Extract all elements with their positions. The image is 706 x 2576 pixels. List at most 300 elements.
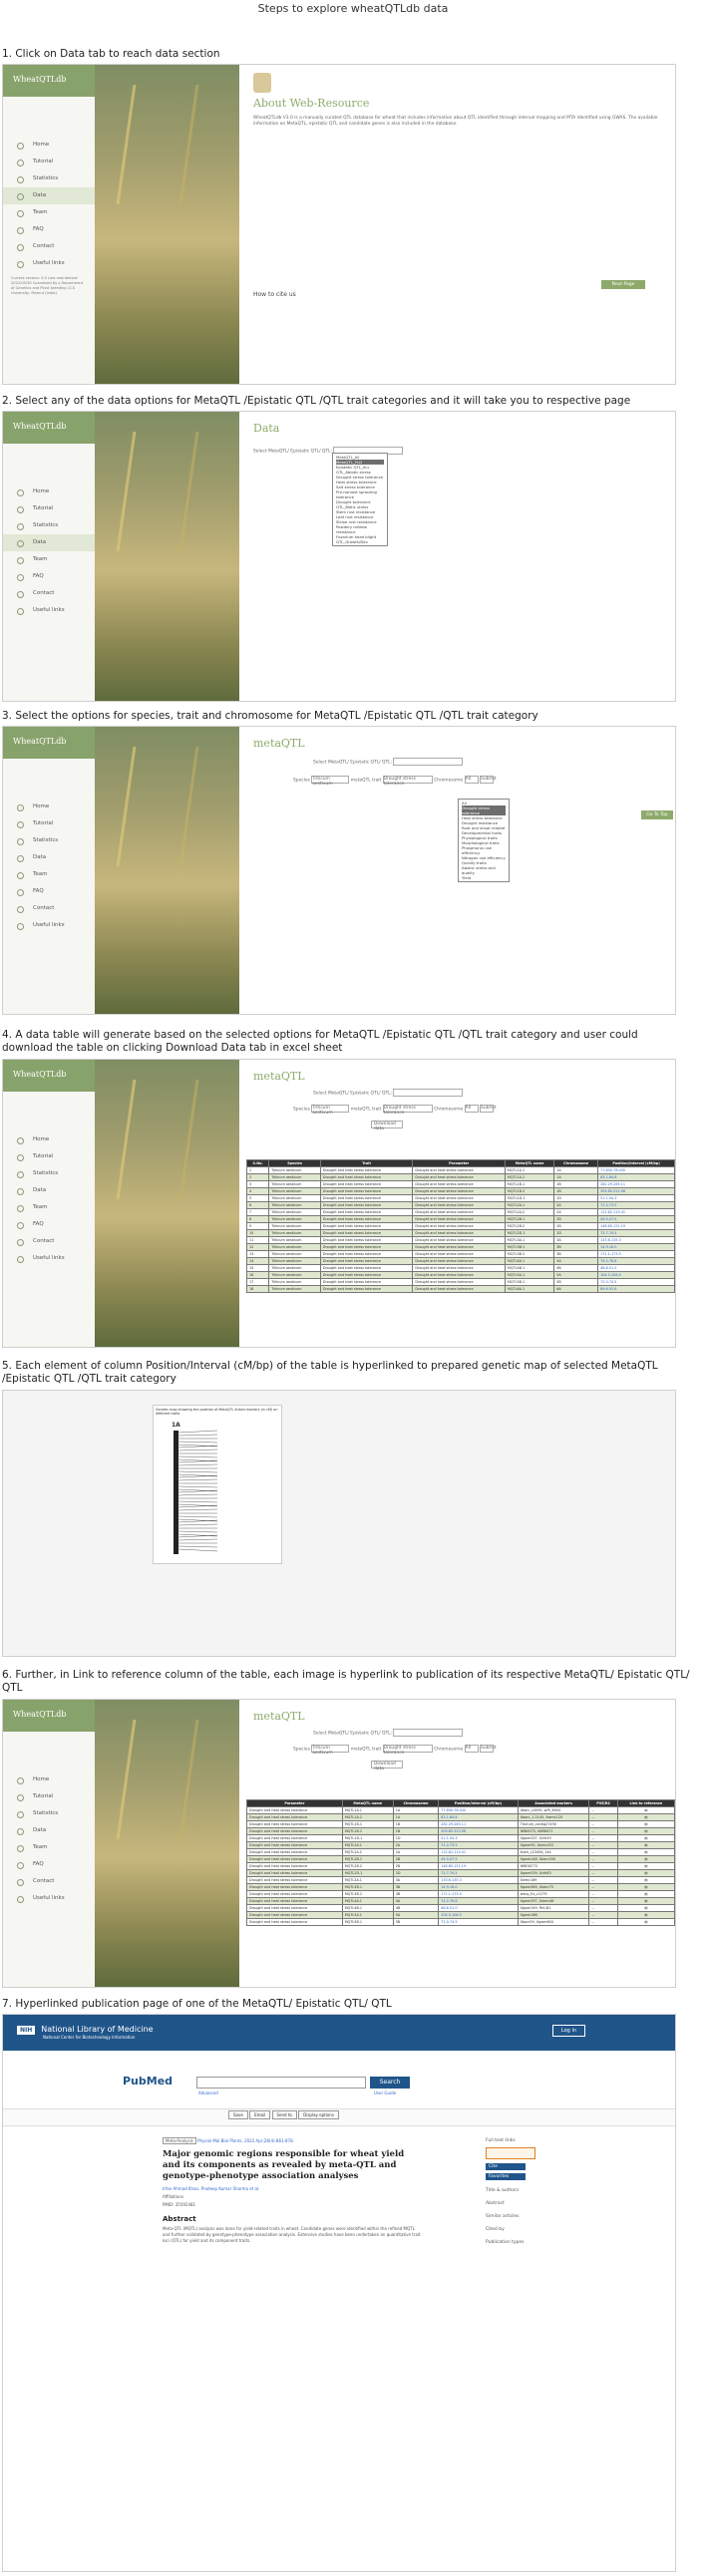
table-cell: Drought and heat stress tolerance: [320, 1181, 413, 1188]
position-link[interactable]: 171.1-173.5: [439, 1891, 519, 1898]
table-cell: 2: [247, 1174, 269, 1181]
nav-useful-links[interactable]: Useful links: [3, 1890, 95, 1907]
table-cell: 1A: [393, 1814, 438, 1821]
table-cell: Drought and heat stress tolerance: [413, 1202, 506, 1209]
nav-team[interactable]: Team: [3, 204, 95, 221]
reference-link-icon[interactable]: ▤: [617, 1877, 674, 1884]
table-cell: Triticum aestivum: [269, 1265, 321, 1272]
wheat-photo: [95, 412, 239, 701]
marker-line: [178, 1431, 217, 1433]
table-row: [247, 1905, 675, 1912]
table-row: [247, 1216, 675, 1223]
nav-similar-articles[interactable]: Similar articles: [486, 2214, 520, 2219]
dropdown-option[interactable]: Quality traits: [462, 860, 487, 865]
table-cell: MQTL4A.1: [505, 1258, 553, 1265]
table-cell: Drought and heat stress tolerance: [413, 1230, 506, 1237]
site-logo[interactable]: WheatQTLdb: [3, 727, 95, 759]
trait-select[interactable]: Drought stress tolerance: [383, 1105, 433, 1113]
advanced-link[interactable]: Advanced: [198, 2091, 218, 2095]
site-logo[interactable]: WheatQTLdb: [3, 1060, 95, 1092]
table-cell: 10: [247, 1230, 269, 1237]
table-cell: Drought and heat stress tolerance: [413, 1195, 506, 1202]
position-link[interactable]: 112.82-115.41: [439, 1849, 519, 1856]
table-header: MetaQTL name: [342, 1800, 393, 1807]
step-6-text: 6. Further, in Link to reference column of the table, each image is hyperlink to publication of its respective MetaQTL/ Epistatic QTL/ QTL: [2, 1669, 690, 1694]
dropdown-option[interactable]: QTL_Abiotic stress: [336, 470, 371, 475]
nav-contact[interactable]: Contact: [3, 238, 95, 255]
nav-tutorial[interactable]: Tutorial: [3, 815, 95, 832]
table-cell: MQTL3B.1: [342, 1884, 393, 1891]
nih-header: [3, 2015, 675, 2051]
table-cell: Triticum aestivum: [269, 1167, 321, 1174]
species-select[interactable]: Triticum aestivum: [311, 1105, 349, 1113]
submit-button[interactable]: Submit: [481, 1746, 497, 1751]
position-link[interactable]: 72.7-74.5: [439, 1870, 519, 1877]
table-header: Position/Interval (cM/bp): [439, 1800, 519, 1807]
dropdown-option[interactable]: Fusarium head blight: [336, 534, 377, 539]
position-link[interactable]: 133.6-135.3: [598, 1237, 675, 1244]
nav-publication-types[interactable]: Publication types: [486, 2240, 525, 2245]
screenshot-4: [2, 1059, 676, 1348]
article-type-badge: Meta-Analysis: [163, 2137, 196, 2144]
nav-data[interactable]: Data: [3, 1182, 95, 1199]
marker-line: [178, 1490, 217, 1492]
dropdown-option[interactable]: MetaQTL_YLD: [336, 460, 384, 465]
screenshot-1: [2, 64, 676, 385]
reference-link-icon[interactable]: ▤: [617, 1849, 674, 1856]
dropdown-option[interactable]: QTL_Growth/Dev: [336, 539, 368, 544]
reference-link-icon[interactable]: ▤: [617, 1807, 674, 1814]
cite-button[interactable]: Cite: [486, 2163, 526, 2170]
chromosome-select[interactable]: All: [465, 1105, 479, 1113]
dropdown-option[interactable]: Developmental traits: [462, 830, 503, 835]
table-row: [247, 1202, 675, 1209]
reference-link-icon[interactable]: ▤: [617, 1835, 674, 1842]
table-cell: Drought and heat stress tolerance: [413, 1181, 506, 1188]
next-page-button[interactable]: Next Page: [601, 280, 645, 289]
nav-statistics[interactable]: Statistics: [3, 1805, 95, 1822]
table-cell: 2A: [393, 1849, 438, 1856]
wheat-photo: [95, 727, 239, 1014]
table-cell: Drought and heat stress tolerance: [413, 1265, 506, 1272]
table-cell: Drought and heat stress tolerance: [413, 1279, 506, 1286]
category-select[interactable]: [393, 758, 463, 766]
table-cell: MQTL5B.1: [505, 1279, 553, 1286]
table-cell: MQTL2B.1: [505, 1216, 553, 1223]
display-options-button[interactable]: Display options: [298, 2110, 339, 2119]
marker-line: [178, 1509, 217, 1510]
table-cell: Triticum aestivum: [269, 1279, 321, 1286]
nav-abstract[interactable]: Abstract: [486, 2201, 505, 2206]
map-chromosome-label: 1A: [172, 1422, 180, 1429]
nav-tutorial[interactable]: Tutorial: [3, 1788, 95, 1805]
reference-link-icon[interactable]: ▤: [617, 1842, 674, 1849]
reference-link-icon[interactable]: ▤: [617, 1898, 674, 1905]
table-row: [247, 1842, 675, 1849]
email-button[interactable]: Email: [249, 2110, 270, 2119]
table-cell: Triticum aestivum: [269, 1216, 321, 1223]
table-row: [247, 1237, 675, 1244]
select-label: Select MetaQTL/ Epistatic QTL/ QTL:: [253, 449, 333, 455]
dropdown-option[interactable]: Root and shoot related: [462, 825, 506, 830]
marker-line: [178, 1475, 217, 1477]
position-link[interactable]: 282.29-285.11: [598, 1181, 675, 1188]
position-link[interactable]: 14.9-16.0: [439, 1884, 519, 1891]
table-cell: Xgwm186: [518, 1912, 589, 1919]
table-cell: 4A: [554, 1258, 598, 1265]
nav-home[interactable]: Home: [3, 1771, 95, 1788]
nav-useful-links[interactable]: Useful links: [3, 1250, 95, 1267]
affiliations-toggle[interactable]: Affiliations: [163, 2194, 184, 2199]
dropdown-option[interactable]: Powdery mildew resistance: [336, 524, 368, 534]
table-cell: MQTL2D.1: [505, 1230, 553, 1237]
table-cell: 3A: [393, 1877, 438, 1884]
reference-link-icon[interactable]: ▤: [617, 1870, 674, 1877]
table-row: [247, 1195, 675, 1202]
table-cell: Triticum aestivum: [269, 1195, 321, 1202]
table-cell: Xgwm539, Xcfd43: [518, 1870, 589, 1877]
table-row: [247, 1814, 675, 1821]
position-link[interactable]: 14.9-16.0: [598, 1244, 675, 1251]
table-header: Chromosome: [554, 1160, 598, 1167]
dropdown-option[interactable]: Leaf rust resistance: [336, 514, 374, 519]
table-cell: MQTL4B.1: [342, 1905, 393, 1912]
chromosome-select[interactable]: All: [465, 776, 479, 784]
data-table-4: [246, 1159, 675, 1293]
position-link[interactable]: 44.9-47.5: [598, 1216, 675, 1223]
save-button[interactable]: Save: [228, 2110, 248, 2119]
table-cell: Xgwm389, Xbarc75: [518, 1884, 589, 1891]
nav-faq[interactable]: FAQ: [3, 1856, 95, 1873]
nav-data[interactable]: Data: [3, 849, 95, 866]
dropdown-option[interactable]: Yield: [462, 875, 472, 880]
table-cell: 3: [247, 1181, 269, 1188]
position-link[interactable]: 133.6-135.3: [439, 1877, 519, 1884]
table-row: [247, 1912, 675, 1919]
position-link[interactable]: 171.1-173.5: [598, 1251, 675, 1258]
nav-useful-links[interactable]: Useful links: [3, 255, 95, 272]
table-cell: Kukri_c23456_144: [518, 1849, 589, 1856]
table-header: PVE/R2: [589, 1800, 617, 1807]
position-link[interactable]: 148.65-151.19: [598, 1223, 675, 1230]
table-cell: Xgwm337, Xcfd19: [518, 1835, 589, 1842]
table-cell: --: [589, 1891, 617, 1898]
springer-link-icon[interactable]: [486, 2147, 535, 2159]
table-cell: MQTL1B.1: [342, 1821, 393, 1828]
table-cell: Xgwm397, Xwmc48: [518, 1898, 589, 1905]
dropdown-option[interactable]: Pre-harvest sprouting tolerance: [336, 489, 377, 499]
select-label: Select MetaQTL/ Epistatic QTL/ QTL:: [313, 760, 393, 766]
reference-link-icon[interactable]: ▤: [617, 1814, 674, 1821]
table-cell: Xbarc_s3090, wPt_6904: [518, 1807, 589, 1814]
nav-contact[interactable]: Contact: [3, 585, 95, 602]
table-cell: Drought and heat stress tolerance: [247, 1821, 343, 1828]
trait-dropdown[interactable]: [458, 799, 510, 882]
table-cell: 8: [247, 1216, 269, 1223]
chromosome-label: Chromosome: [434, 1107, 464, 1113]
nav-statistics[interactable]: Statistics: [3, 1165, 95, 1182]
position-link[interactable]: 112.82-115.41: [598, 1209, 675, 1216]
position-link[interactable]: 48.6-51.0: [439, 1905, 519, 1912]
table-row: [247, 1251, 675, 1258]
category-dropdown[interactable]: [332, 453, 388, 546]
table-cell: 2B: [554, 1216, 598, 1223]
dropdown-option[interactable]: Heat stress tolerance: [336, 480, 377, 484]
how-to-cite: How to cite us: [253, 291, 296, 298]
table-cell: MQTL1B.2: [342, 1828, 393, 1835]
nav-tutorial[interactable]: Tutorial: [3, 1148, 95, 1165]
go-top-button[interactable]: Go To Top: [641, 810, 673, 819]
position-link[interactable]: 309.85-312.96: [439, 1828, 519, 1835]
nav-contact[interactable]: Contact: [3, 1233, 95, 1250]
table-cell: Drought and heat stress tolerance: [247, 1814, 343, 1821]
table-cell: Xgwm95, Xwmc522: [518, 1842, 589, 1849]
login-button[interactable]: Log in: [552, 2025, 585, 2037]
reference-link-icon[interactable]: ▤: [617, 1891, 674, 1898]
table-cell: 5A: [393, 1912, 438, 1919]
table-cell: Drought and heat stress tolerance: [413, 1251, 506, 1258]
position-link[interactable]: 83.1-84.8: [439, 1814, 519, 1821]
table-cell: IWB4570, IWB8471: [518, 1828, 589, 1835]
reference-link-icon[interactable]: ▤: [617, 1919, 674, 1926]
reference-link-icon[interactable]: ▤: [617, 1828, 674, 1835]
table-cell: MQTL4A.1: [342, 1898, 393, 1905]
nav-useful-links[interactable]: Useful links: [3, 917, 95, 934]
nav-contact[interactable]: Contact: [3, 900, 95, 917]
marker-line: [178, 1534, 217, 1536]
nav-faq[interactable]: FAQ: [3, 568, 95, 585]
wheat-photo: [95, 1060, 239, 1347]
table-cell: 14: [247, 1258, 269, 1265]
nav-team[interactable]: Team: [3, 866, 95, 883]
table-row: [247, 1181, 675, 1188]
authors[interactable]: Irfan Ahmad Khan, Pradeep Kumar Sharma et al.: [163, 2186, 260, 2191]
dropdown-option[interactable]: Salt stress tolerance: [336, 484, 375, 489]
table-cell: IWB36772: [518, 1863, 589, 1870]
submit-button[interactable]: Submit: [481, 1106, 497, 1111]
table-cell: Drought and heat stress tolerance: [413, 1244, 506, 1251]
category-select[interactable]: [393, 1089, 463, 1097]
dropdown-option[interactable]: Stripe rust resistance: [336, 519, 377, 524]
chromosome-label: Chromosome: [434, 778, 464, 784]
table-cell: MQTL2B.2: [505, 1223, 553, 1230]
pmid: PMID: 35592481: [163, 2202, 196, 2207]
position-link[interactable]: 77.830-78.430: [439, 1807, 519, 1814]
position-link[interactable]: 74.2-76.8: [439, 1898, 519, 1905]
nav-team[interactable]: Team: [3, 551, 95, 568]
reference-link-icon[interactable]: ▤: [617, 1884, 674, 1891]
download-data-button[interactable]: Download data: [371, 1761, 403, 1769]
position-link[interactable]: 71.2-73.5: [439, 1842, 519, 1849]
table-cell: 1: [247, 1167, 269, 1174]
map-chart: [158, 1429, 277, 1558]
dropdown-option[interactable]: All: [462, 801, 467, 805]
nav-faq[interactable]: FAQ: [3, 1216, 95, 1233]
position-link[interactable]: 77.830-78.430: [598, 1167, 675, 1174]
table-cell: MQTL2A.1: [505, 1202, 553, 1209]
download-data-button[interactable]: Download data: [371, 1121, 403, 1128]
dropdown-option[interactable]: Physiological traits: [462, 835, 498, 840]
nav-cited-by[interactable]: Cited by: [486, 2227, 505, 2232]
dropdown-option[interactable]: Heat stress tolerance: [462, 815, 503, 820]
position-link[interactable]: 104.3-106.5: [598, 1272, 675, 1279]
table-cell: --: [589, 1856, 617, 1863]
table-cell: --: [589, 1870, 617, 1877]
nav-team[interactable]: Team: [3, 1199, 95, 1216]
position-link[interactable]: 83.1-84.8: [598, 1174, 675, 1181]
position-link[interactable]: 309.85-312.96: [598, 1188, 675, 1195]
trait-label: metaQTL trait: [350, 1107, 382, 1113]
table-cell: Drought and heat stress tolerance: [320, 1223, 413, 1230]
marker-line: [178, 1539, 217, 1540]
table-row: [247, 1279, 675, 1286]
nav-home[interactable]: Home: [3, 483, 95, 500]
table-row: [247, 1209, 675, 1216]
reference-link-icon[interactable]: ▤: [617, 1912, 674, 1919]
reference-link-icon[interactable]: ▤: [617, 1856, 674, 1863]
table-cell: --: [589, 1814, 617, 1821]
table-cell: 2B: [393, 1863, 438, 1870]
table-row: [247, 1884, 675, 1891]
about-text: WheatQTLdb V3.0 is a manually curated QTL database for wheat that includes information about QTL identified through interval mapping and MTA identified using GWAS. The available information on MetaQTL, epistatic QTL and candidate genes is also included in the database.: [253, 116, 658, 127]
table-cell: Drought and heat stress tolerance: [247, 1863, 343, 1870]
nav-faq[interactable]: FAQ: [3, 221, 95, 238]
position-link[interactable]: 71.2-73.5: [598, 1202, 675, 1209]
pubmed-logo[interactable]: PubMed: [123, 2075, 174, 2088]
table-cell: --: [589, 1877, 617, 1884]
table-row: [247, 1821, 675, 1828]
submit-button[interactable]: Submit: [481, 777, 497, 782]
position-link[interactable]: 72.7-74.5: [598, 1230, 675, 1237]
table-cell: 17: [247, 1279, 269, 1286]
nav-data[interactable]: Data: [3, 534, 95, 551]
table-cell: MQTL6A.1: [505, 1286, 553, 1293]
nav-home[interactable]: Home: [3, 799, 95, 815]
dropdown-option[interactable]: Morphological traits: [462, 840, 500, 845]
dropdown-option[interactable]: Drought resistance: [462, 820, 499, 825]
table-cell: --: [589, 1884, 617, 1891]
table-cell: Drought and heat stress tolerance: [413, 1272, 506, 1279]
nav-data[interactable]: Data: [3, 187, 95, 204]
position-link[interactable]: 48.6-51.0: [598, 1265, 675, 1272]
trait-select[interactable]: Drought stress tolerance: [383, 1745, 433, 1753]
dropdown-option[interactable]: Drought stress tolerance: [462, 805, 506, 815]
position-link[interactable]: 51.1-54.3: [439, 1835, 519, 1842]
dropdown-option[interactable]: QTL_Biotic stress: [336, 504, 369, 509]
table-cell: Drought and heat stress tolerance: [320, 1209, 413, 1216]
reference-link-icon[interactable]: ▤: [617, 1863, 674, 1870]
nav-useful-links[interactable]: Useful links: [3, 602, 95, 619]
site-logo[interactable]: WheatQTLdb: [3, 65, 95, 97]
table-row: [247, 1272, 675, 1279]
nav-home[interactable]: Home: [3, 1131, 95, 1148]
table-cell: 2A: [554, 1209, 598, 1216]
favorites-button[interactable]: Favorites: [486, 2173, 526, 2180]
table-row: [247, 1258, 675, 1265]
table-cell: 3B: [393, 1891, 438, 1898]
table-cell: MQTL1A.1: [342, 1807, 393, 1814]
step-5-text: 5. Each element of column Position/Interval (cM/bp) of the table is hyperlinked to prepared genetic map of selected MetaQTL /Epistatic QTL /QTL trait category: [2, 1360, 658, 1385]
table-cell: Triticum aestivum: [269, 1272, 321, 1279]
position-link[interactable]: 72.0-74.5: [598, 1279, 675, 1286]
marker-line: [178, 1504, 217, 1506]
position-link[interactable]: 104.3-106.5: [439, 1912, 519, 1919]
nav-title-authors[interactable]: Title & authors: [486, 2188, 520, 2193]
table-cell: Drought and heat stress tolerance: [320, 1265, 413, 1272]
dropdown-option[interactable]: Drought stress tolerance: [336, 475, 384, 480]
position-link[interactable]: 89.6-91.8: [598, 1286, 675, 1293]
position-link[interactable]: 51.1-54.3: [598, 1195, 675, 1202]
dropdown-option[interactable]: Epistatic QTL_ALL: [336, 465, 370, 470]
marker-line: [178, 1474, 217, 1476]
species-select[interactable]: Triticum aestivum: [311, 776, 349, 784]
species-select[interactable]: Triticum aestivum: [311, 1745, 349, 1753]
reference-link-icon[interactable]: ▤: [617, 1821, 674, 1828]
screenshot-2: [2, 411, 676, 702]
dropdown-option[interactable]: Drought tolerance: [336, 499, 371, 504]
search-button[interactable]: Search: [370, 2077, 410, 2089]
table-cell: 7: [247, 1209, 269, 1216]
table-cell: 3A: [554, 1237, 598, 1244]
chromosome-select[interactable]: All: [465, 1745, 479, 1753]
dropdown-option[interactable]: Phosphorus use efficiency: [462, 845, 493, 855]
position-link[interactable]: 148.65-151.19: [439, 1863, 519, 1870]
nav-tutorial[interactable]: Tutorial: [3, 154, 95, 170]
reference-link-icon[interactable]: ▤: [617, 1905, 674, 1912]
nav-statistics[interactable]: Statistics: [3, 170, 95, 187]
table-cell: Drought and heat stress tolerance: [247, 1856, 343, 1863]
table-cell: Drought and heat stress tolerance: [247, 1835, 343, 1842]
nav-statistics[interactable]: Statistics: [3, 517, 95, 534]
nav-faq[interactable]: FAQ: [3, 883, 95, 900]
table-cell: Triticum aestivum: [269, 1202, 321, 1209]
position-link[interactable]: 72.0-74.5: [439, 1919, 519, 1926]
position-link[interactable]: 74.2-76.8: [598, 1258, 675, 1265]
user-guide-link[interactable]: User Guide: [374, 2091, 397, 2095]
table-cell: Drought and heat stress tolerance: [247, 1898, 343, 1905]
table-cell: Drought and heat stress tolerance: [320, 1244, 413, 1251]
search-input[interactable]: [196, 2077, 366, 2089]
nav-home[interactable]: Home: [3, 137, 95, 154]
meta-title: metaQTL: [253, 1070, 305, 1083]
table-row: [247, 1863, 675, 1870]
dropdown-option[interactable]: MetaQTL_All: [336, 455, 360, 460]
site-logo[interactable]: WheatQTLdb: [3, 412, 95, 444]
dropdown-option[interactable]: Stem rust resistance: [336, 509, 376, 514]
table-cell: MQTL1D.1: [342, 1835, 393, 1842]
nav-contact[interactable]: Contact: [3, 1873, 95, 1890]
table-cell: MQTL3A.1: [342, 1877, 393, 1884]
data-title: Data: [253, 422, 280, 435]
site-logo[interactable]: WheatQTLdb: [3, 1700, 95, 1732]
table-cell: Triticum aestivum: [269, 1258, 321, 1265]
send-to-button[interactable]: Send to: [272, 2110, 297, 2119]
nav-data[interactable]: Data: [3, 1822, 95, 1839]
step-1-text: 1. Click on Data tab to reach data section: [2, 48, 220, 60]
nav-team[interactable]: Team: [3, 1839, 95, 1856]
dropdown-option[interactable]: Abiotic stress and quality: [462, 865, 496, 875]
nav-tutorial[interactable]: Tutorial: [3, 500, 95, 517]
dropdown-option[interactable]: Nitrogen use efficiency: [462, 855, 506, 860]
map-caption: Genetic map showing the position of MetaQTL linked markers (in cM) on different traits: [156, 1408, 278, 1416]
position-link[interactable]: 282.29-285.11: [439, 1821, 519, 1828]
category-select[interactable]: [393, 1729, 463, 1737]
nav-statistics[interactable]: Statistics: [3, 832, 95, 849]
journal-citation[interactable]: Physiol Mol Biol Plants. 2022 Apr;28(4):861-878.: [197, 2138, 294, 2143]
position-link[interactable]: 44.9-47.5: [439, 1856, 519, 1863]
trait-select[interactable]: Drought stress tolerance: [383, 776, 433, 784]
data-table-6: [246, 1799, 675, 1926]
